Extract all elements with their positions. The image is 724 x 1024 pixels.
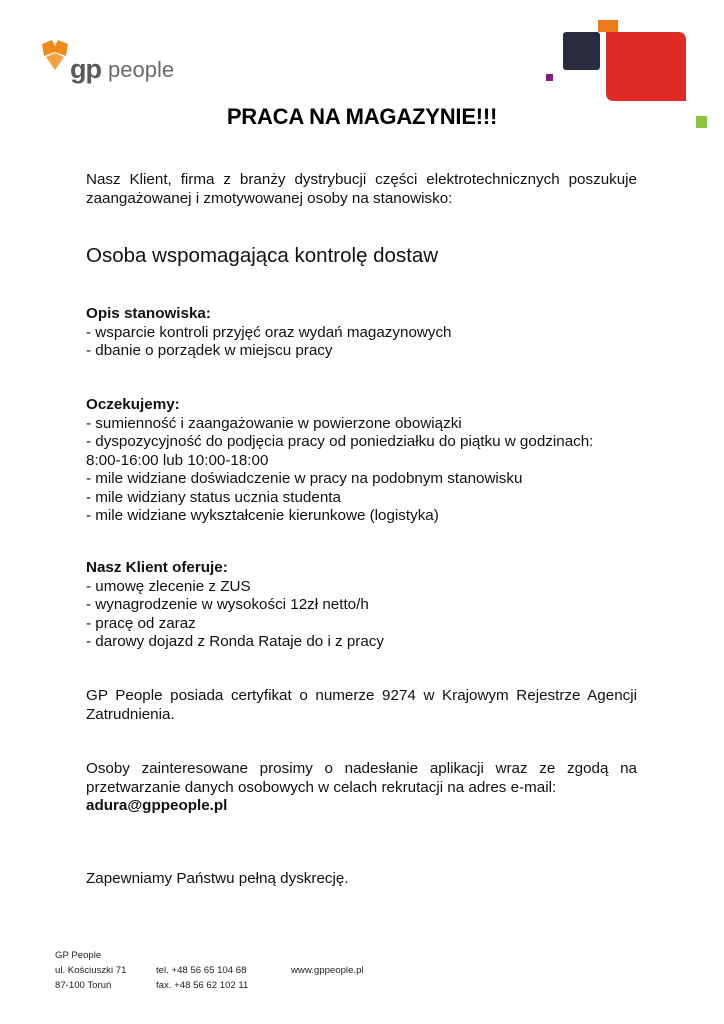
footer-address [55, 948, 126, 993]
deco-orange-square [598, 20, 618, 32]
footer-contact [156, 948, 248, 993]
footer-web [291, 948, 364, 978]
gp-logo-icon [40, 40, 70, 74]
footer-city: 87-100 Toruń [55, 980, 112, 991]
apply-paragraph: Osoby zainteresowane prosimy o nadesłanie aplikacji wraz ze zgodą na przetwarzanie danych osobowych w celach rekrutacji na adres e-mail: [86, 760, 637, 796]
expectations-item: - mile widziane doświadczenie w pracy na podobnym stanowisku [86, 470, 523, 487]
certificate-paragraph: GP People posiada certyfikat o numerze 9274 w Krajowym Rejestrze Agencji Zatrudnienia. [86, 687, 637, 723]
closing-paragraph: Zapewniamy Państwu pełną dyskrecję. [86, 870, 349, 887]
offer-item: - wynagrodzenie w wysokości 12zł netto/h [86, 596, 369, 613]
expectations-item: - sumienność i zaangażowanie w powierzone obowiązki [86, 414, 462, 432]
deco-purple-square [546, 74, 553, 81]
offer-section [86, 559, 637, 652]
position-name: Osoba wspomagająca kontrolę dostaw [86, 244, 439, 267]
deco-red-square [606, 32, 686, 101]
expectations-item: 8:00-16:00 lub 10:00-18:00 [86, 451, 269, 469]
offer-heading: Nasz Klient oferuje: [86, 559, 228, 576]
company-logo [40, 40, 190, 86]
footer-company: GP People [55, 950, 102, 961]
expectations-item: - mile widziane wykształcenie kierunkowe (logistyka) [86, 507, 439, 524]
contact-email-link[interactable]: adura@gppeople.pl [86, 797, 228, 814]
deco-navy-square [563, 32, 600, 70]
expectations-section [86, 396, 637, 526]
expectations-item: - mile widziany status ucznia studenta [86, 488, 341, 506]
apply-section [86, 760, 637, 816]
offer-item: - pracę od zaraz [86, 614, 196, 632]
expectations-heading: Oczekujemy: [86, 396, 180, 413]
footer-street: ul. Kościuszki 71 [55, 965, 127, 976]
offer-item: - darowy dojazd z Ronda Rataje do i z pracy [86, 633, 384, 650]
footer-phone: tel. +48 56 65 104 68 [156, 965, 247, 976]
logo-text-gp: gp [70, 54, 101, 84]
footer-fax: fax. +48 56 62 102 11 [156, 980, 249, 991]
offer-item: - umowę zlecenie z ZUS [86, 577, 251, 595]
footer-website-link[interactable]: www.gppeople.pl [291, 965, 364, 976]
description-item: - dbanie o porządek w miejscu pracy [86, 342, 333, 359]
description-item: - wsparcie kontroli przyjęć oraz wydań magazynowych [86, 323, 452, 341]
description-section [86, 305, 637, 361]
expectations-item: - dyspozycyjność do podjęcia pracy od poniedziałku do piątku w godzinach: [86, 433, 594, 450]
page-title: PRACA NA MAGAZYNIE!!! [226, 104, 498, 129]
description-heading: Opis stanowiska: [86, 305, 211, 322]
logo-text-people: people [108, 57, 175, 82]
intro-paragraph: Nasz Klient, firma z branży dystrybucji części elektrotechnicznych poszukuje zaangażowanej i zmotywowanej osoby na stanowisko: [86, 171, 637, 207]
